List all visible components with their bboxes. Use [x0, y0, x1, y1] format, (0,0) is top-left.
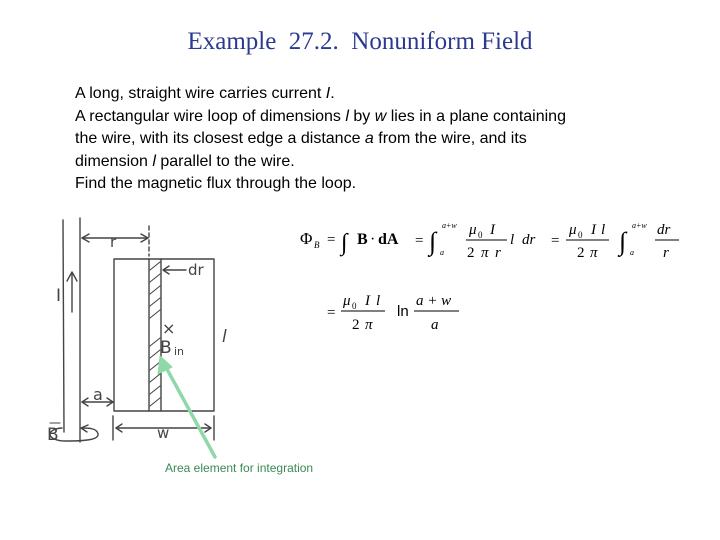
equals-sign: = — [327, 232, 336, 248]
two: 2 — [577, 245, 585, 261]
lower-limit: a — [440, 248, 444, 257]
integral-sign: ∫ — [429, 227, 437, 256]
length-l: l — [376, 293, 381, 309]
slide-title: Example 27.2. Nonuniform Field — [187, 28, 533, 55]
problem-text: A long, straight wire carries current — [75, 85, 326, 102]
radius-r: r — [495, 245, 501, 261]
pi-symbol: π — [365, 317, 373, 333]
label-l: l — [222, 327, 227, 347]
pi-symbol: π — [590, 245, 598, 261]
vector-B: B — [357, 231, 368, 248]
label-a: a — [93, 385, 103, 404]
label-b: B — [160, 338, 172, 358]
problem-text: dimension — [75, 152, 153, 170]
variable-l: l — [345, 107, 349, 125]
phi-subscript: B — [314, 240, 320, 250]
lower-limit: a — [630, 248, 634, 257]
label-b-subscript: in — [174, 345, 185, 358]
mu-subscript: 0 — [578, 230, 583, 240]
problem-text: A rectangular wire loop of dimensions — [75, 107, 346, 125]
label-dr: dr — [188, 261, 204, 279]
problem-line-5: Find the magnetic flux through the loop. — [75, 175, 357, 192]
differential-dr: dr — [522, 232, 536, 248]
problem-text: parallel to the wire. — [155, 152, 295, 170]
strip-hatching — [150, 262, 160, 406]
two: 2 — [467, 245, 475, 261]
differential-dr: dr — [657, 222, 671, 238]
label-w: w — [157, 424, 170, 442]
current-I: I — [591, 222, 596, 238]
problem-text: the wire, with its closest edge a distance — [75, 130, 365, 147]
into-page-symbol: × — [162, 319, 176, 338]
upper-limit: a+w — [632, 221, 647, 230]
pi-symbol: π — [481, 245, 489, 261]
length-l: l — [601, 222, 606, 238]
radius-r: r — [663, 245, 669, 261]
upper-limit: a+w — [442, 221, 457, 230]
mu-subscript: 0 — [352, 301, 357, 311]
equals-sign: = — [551, 233, 560, 249]
mu-subscript: 0 — [478, 230, 483, 240]
integral-sign: ∫ — [619, 227, 627, 256]
numerator-a-plus-w: a + w — [416, 293, 452, 309]
mu-symbol: μ — [569, 222, 577, 238]
variable-w: w — [374, 107, 387, 125]
problem-text: by — [348, 107, 375, 125]
natural-log: ln — [397, 303, 409, 320]
current-I: I — [490, 222, 495, 238]
label-r: r — [110, 233, 117, 251]
denominator-a: a — [431, 317, 439, 333]
label-current: I — [56, 286, 62, 306]
variable-a: a — [364, 130, 374, 147]
vector-dA: dA — [378, 231, 399, 248]
equals-sign: = — [327, 305, 336, 321]
mu-symbol: μ — [469, 222, 477, 238]
variable-I: I — [325, 85, 331, 102]
integral-sign: ∫ — [341, 230, 348, 256]
area-element-caption: Area element for integration — [165, 461, 314, 475]
variable-l: l — [152, 152, 156, 170]
length-l: l — [510, 232, 515, 248]
equals-sign: = — [415, 233, 424, 249]
phi-symbol: Φ — [300, 229, 313, 248]
dot-operator: · — [370, 231, 376, 248]
problem-text: lies in a plane containing — [386, 107, 566, 125]
area-element-pointer — [162, 360, 215, 457]
label-b-field: B — [47, 425, 59, 445]
wire-left-edge — [63, 220, 64, 432]
current-I: I — [365, 293, 370, 309]
two: 2 — [352, 317, 360, 333]
problem-text: . — [330, 85, 335, 102]
mu-symbol: μ — [343, 293, 351, 309]
problem-text: from the wire, and its — [373, 130, 527, 147]
